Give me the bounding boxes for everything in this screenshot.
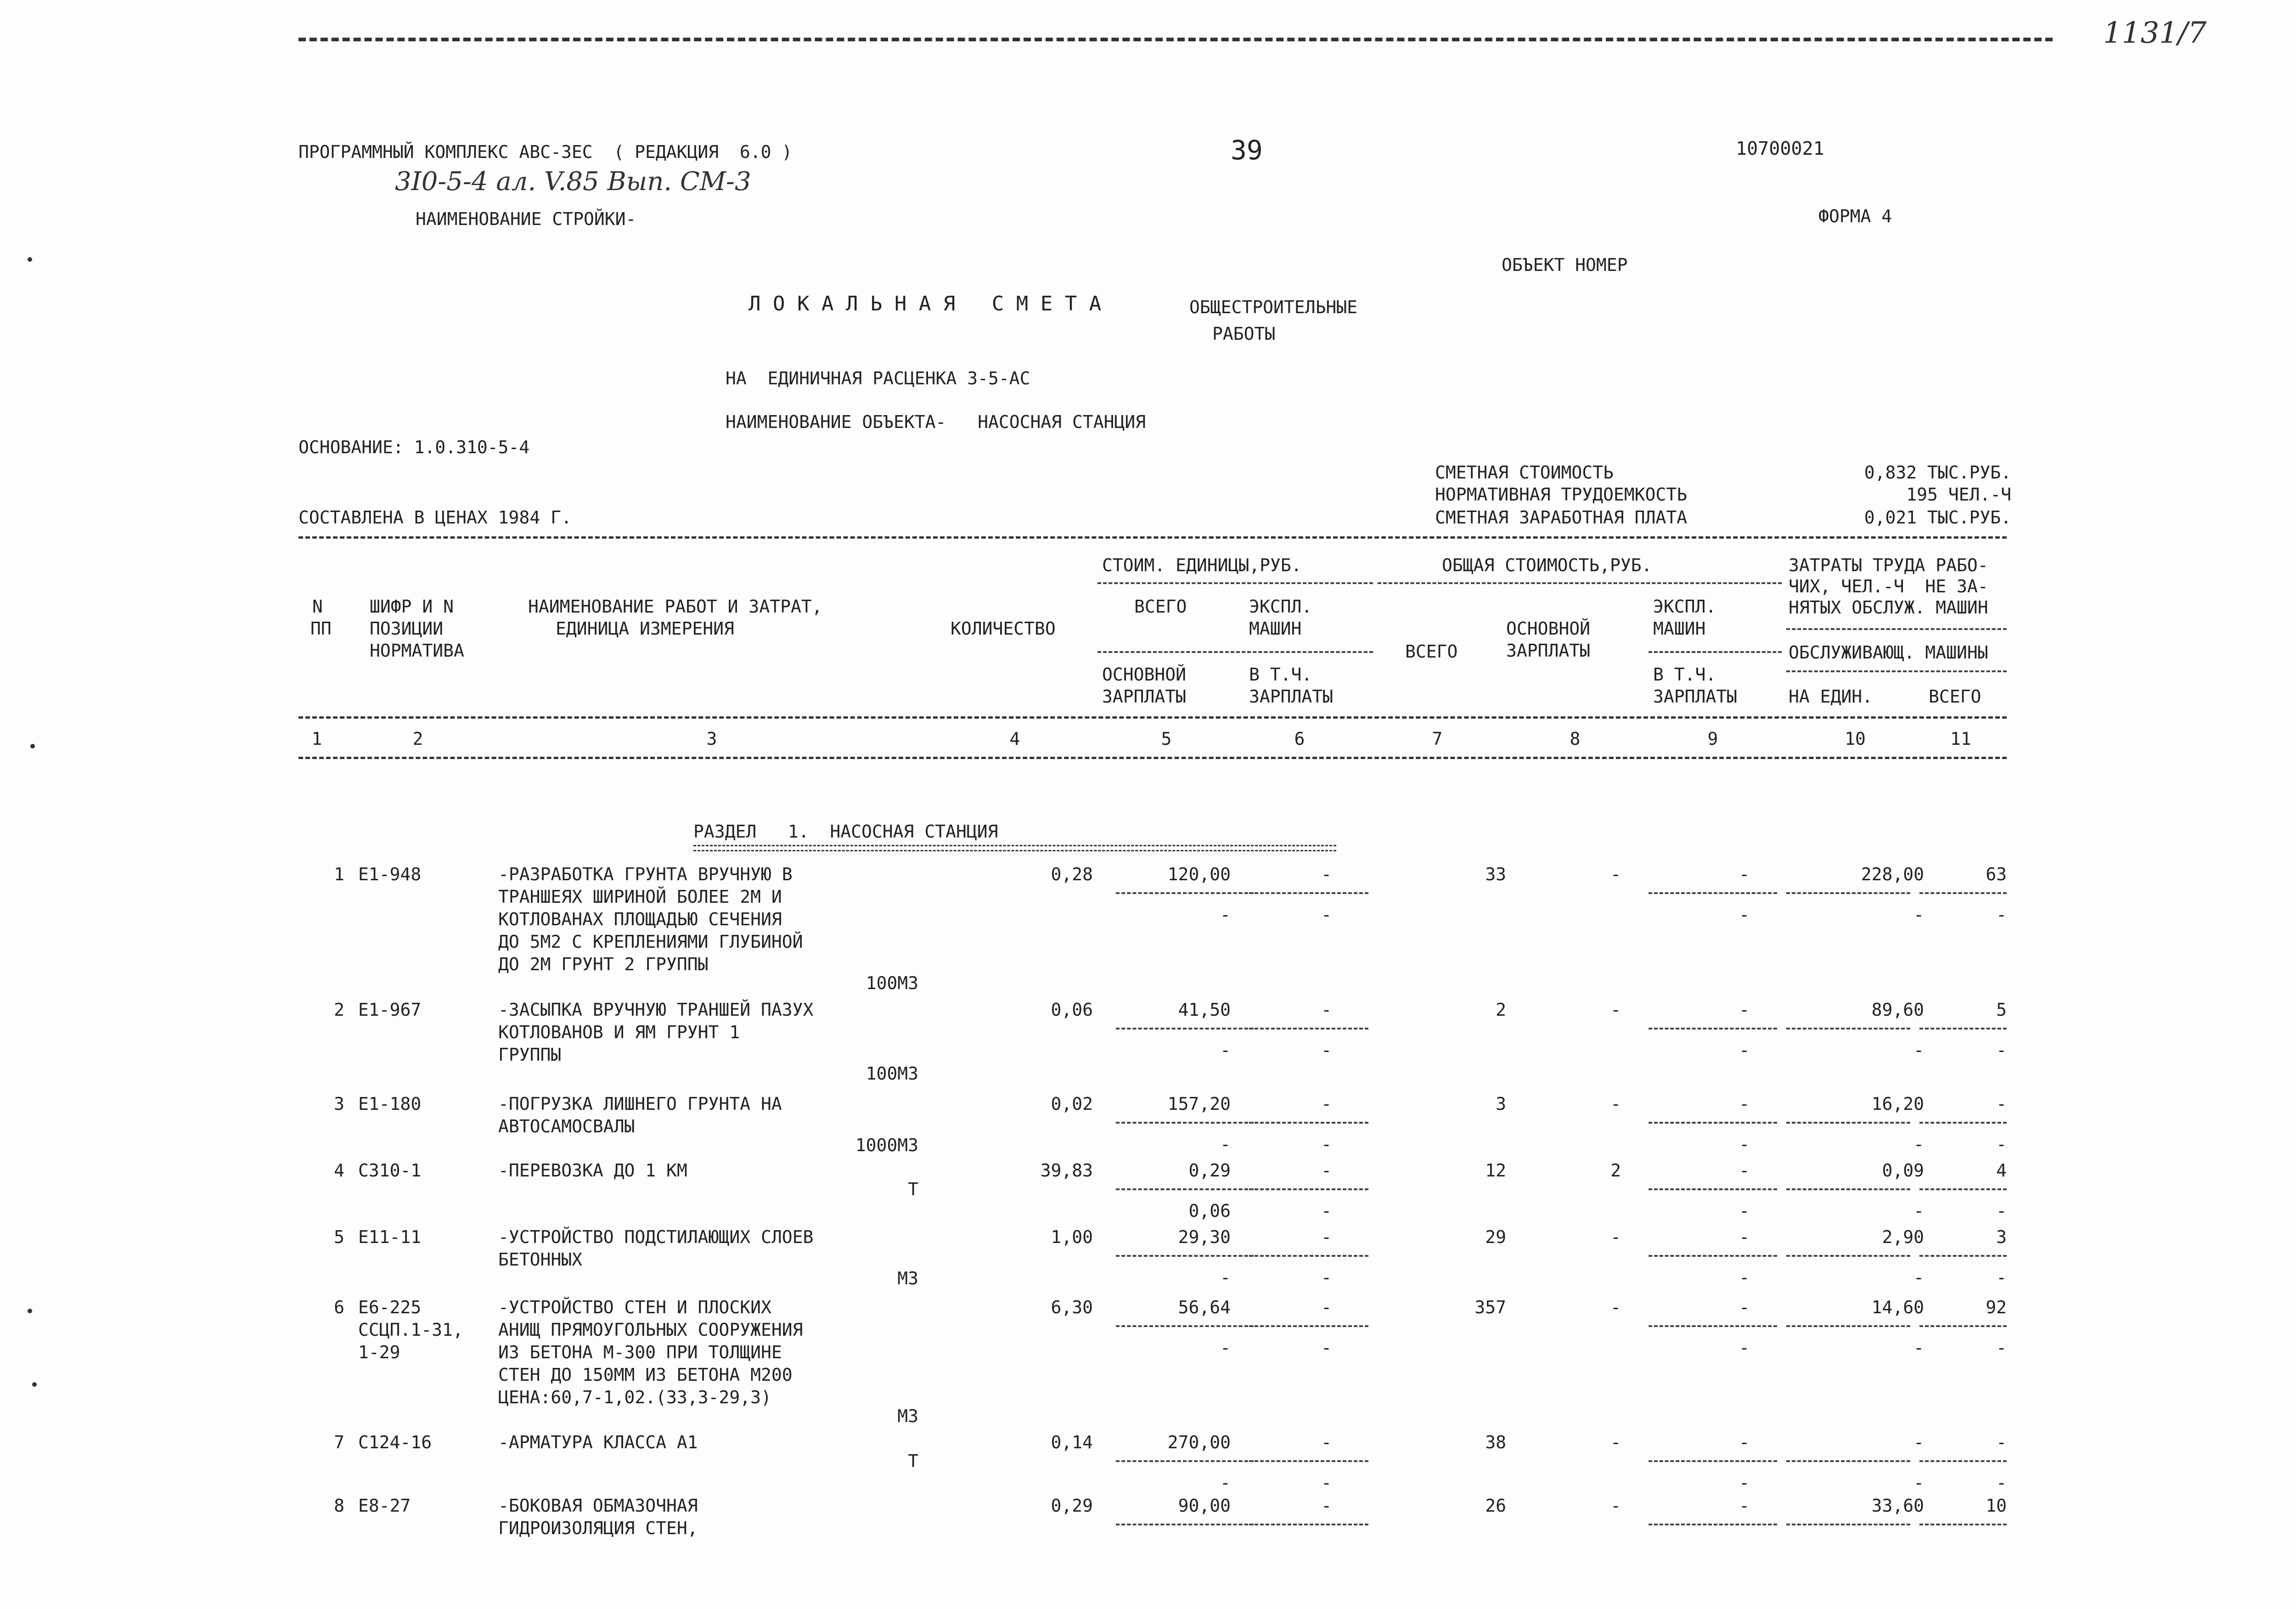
row-unit-cost-machines: - [1321,1160,1332,1181]
header-c9-3: В Т.Ч. [1653,664,1716,685]
row-sub-rule [1116,892,1254,894]
row-sub-rule [1249,1255,1368,1257]
row-work-name: СТЕН ДО 150ММ ИЗ БЕТОНА М200 [498,1365,793,1385]
header-unit-cost: СТОИМ. ЕДИНИЦЫ,РУБ. [1102,555,1302,575]
row-labor-total: 4 [1996,1160,2007,1181]
header-total-cost: ОБЩАЯ СТОИМОСТЬ,РУБ. [1442,555,1652,575]
header-work-name: НАИМЕНОВАНИЕ РАБОТ И ЗАТРАТ, [528,596,822,617]
top-dashed-border [298,38,2053,41]
colnum-8: 8 [1570,729,1581,749]
row-sub-rule [1249,1325,1368,1327]
row-unit-cost-machines: - [1321,1297,1332,1317]
row-sub-rule [1116,1460,1254,1462]
basis: ОСНОВАНИЕ: 1.0.310-5-4 [298,437,530,457]
row-sub-rule [1786,1460,1910,1462]
row-unit: Т [908,1179,918,1199]
row-labor-per-unit: 228,00 [1861,864,1924,884]
row-sub-rule [1786,1188,1910,1190]
row-total-cost: 3 [1496,1094,1506,1114]
row-sub-rule [1249,1460,1368,1462]
row-unit: 1000М3 [855,1135,918,1155]
row-sub-rule [1649,1524,1777,1525]
row-unit-cost-machines: - [1321,864,1332,884]
row-total-base-salary: - [1610,1227,1621,1247]
row-sub-rule [1786,1255,1910,1257]
row-unit: М3 [897,1268,918,1288]
row-labor-per-unit: 0,09 [1882,1160,1924,1181]
row-quantity: 39,83 [1040,1160,1093,1181]
row-sub-rule [1786,1325,1910,1327]
colnum-10: 10 [1845,729,1866,749]
page-number: 39 [1231,135,1263,166]
header-c6-mach: ЭКСПЛ. [1249,596,1312,617]
header-c5-base: ОСНОВНОЙ [1102,664,1187,685]
row-quantity: 0,28 [1051,864,1093,884]
work-type-2: РАБОТЫ [1212,324,1276,344]
row-work-name: ТРАНШЕЯХ ШИРИНОЙ БОЛЕЕ 2М И [498,887,782,907]
row-sub-rule [1116,1028,1254,1030]
row-unit-cost-machine-salary: - [1321,1040,1332,1060]
row-quantity: 0,29 [1051,1496,1093,1516]
colnum-11: 11 [1950,729,1971,749]
row-total-cost: 33 [1485,864,1506,884]
row-work-name: ДО 5М2 С КРЕПЛЕНИЯМИ ГЛУБИНОЙ [498,932,803,952]
section-underline [693,845,1336,851]
header-c5-total: ВСЕГО [1134,596,1187,617]
row-code: Е1-180 [358,1094,422,1114]
header-code: ШИФР И N [370,596,454,617]
row-labor-machine-unit: - [1913,1201,1924,1221]
row-total-base-salary: 2 [1610,1160,1621,1181]
row-labor-machine-total: - [1996,1040,2007,1060]
program-line: ПРОГРАММНЫЙ КОМПЛЕКС АВС-3ЕС ( РЕДАКЦИЯ 6.0 ) [298,142,793,162]
row-quantity: 6,30 [1051,1297,1093,1317]
row-unit-cost-base-salary: - [1220,1267,1231,1288]
row-work-name: ДО 2М ГРУНТ 2 ГРУППЫ [498,954,709,974]
summary-value-2: 195 ЧЕЛ.-Ч [1906,484,2011,505]
row-labor-total: 10 [1986,1496,2007,1516]
row-unit-cost-machine-salary: - [1321,1473,1332,1493]
row-labor-total: 63 [1986,864,2007,884]
header-labor-rule-2 [1786,670,2007,672]
document-code: 10700021 [1736,138,1824,159]
row-labor-machine-total: - [1996,905,2007,925]
header-c9-4: ЗАРПЛАТЫ [1653,686,1738,707]
row-labor-machine-total: - [1996,1267,2007,1288]
header-quantity: КОЛИЧЕСТВО [951,619,1056,639]
header-labor: ЗАТРАТЫ ТРУДА РАБО- [1789,555,1988,575]
row-sub-rule [1116,1524,1254,1525]
row-unit-cost-machine-salary: - [1321,905,1332,925]
header-c7: ВСЕГО [1405,641,1458,662]
header-code-2: ПОЗИЦИИ [370,619,444,639]
row-unit-cost-base-salary: - [1220,905,1231,925]
row-total-cost: 29 [1485,1227,1506,1247]
row-total-base-salary: - [1610,1000,1621,1020]
row-sub-rule [1786,1524,1910,1525]
row-total-machine-salary: - [1739,1473,1750,1493]
row-sub-rule [1116,1122,1254,1124]
row-work-name: БЕТОННЫХ [498,1249,583,1270]
row-number: 3 [334,1094,344,1114]
row-unit-cost-total: 270,00 [1167,1432,1231,1452]
row-unit-cost-machine-salary: - [1321,1134,1332,1154]
row-unit-cost-machines: - [1321,1496,1332,1516]
row-sub-rule [1919,1325,2007,1327]
row-code: С310-1 [358,1160,422,1181]
row-unit-cost-total: 41,50 [1178,1000,1231,1020]
row-total-machines: - [1739,1496,1750,1516]
row-number: 5 [334,1227,344,1247]
corner-note: 1131/7 [2103,16,2207,50]
row-labor-machine-total: - [1996,1134,2007,1154]
summary-value-1: 0,832 ТЫС.РУБ. [1864,462,2011,483]
row-work-name: АВТОСАМОСВАЛЫ [498,1116,635,1136]
row-unit-cost-machines: - [1321,1000,1332,1020]
basis-rate-line: НА ЕДИНИЧНАЯ РАСЦЕНКА 3-5-АС [726,368,1030,388]
colnum-9: 9 [1707,729,1718,749]
row-total-base-salary: - [1610,1496,1621,1516]
row-code: Е11-11 [358,1227,422,1247]
row-labor-machine-unit: - [1913,1473,1924,1493]
row-unit: 100М3 [866,1063,918,1084]
header-labor-4: ОБСЛУЖИВАЮЩ. МАШИНЫ [1789,642,1988,663]
row-unit-cost-total: 0,29 [1188,1160,1231,1181]
row-sub-rule [1919,1460,2007,1462]
summary-label-2: НОРМАТИВНАЯ ТРУДОЕМКОСТЬ [1435,484,1688,505]
row-number: 7 [334,1432,344,1452]
row-total-machine-salary: - [1739,905,1750,925]
row-work-name: -УСТРОЙСТВО СТЕН И ПЛОСКИХ [498,1297,771,1317]
row-number: 4 [334,1160,344,1181]
header-labor-rule [1786,628,2007,630]
header-unit-cost-rule [1097,582,1373,584]
row-code: Е8-27 [358,1496,411,1516]
row-work-name: -ЗАСЫПКА ВРУЧНУЮ ТРАНШЕЙ ПАЗУХ [498,1000,814,1020]
row-total-machines: - [1739,1094,1750,1114]
header-labor-3: НЯТЫХ ОБСЛУЖ. МАШИН [1789,597,1988,618]
header-code-3: НОРМАТИВА [370,641,464,661]
header-c6-mach-2: МАШИН [1249,619,1302,639]
row-number: 6 [334,1297,344,1317]
row-work-name: ЦЕНА:60,7-1,02.(33,3-29,3) [498,1387,771,1407]
header-c5-salary: ЗАРПЛАТЫ [1102,686,1187,707]
row-labor-machine-unit: - [1913,1338,1924,1358]
row-code: ССЦП.1-31, [358,1320,463,1340]
header-c11: ВСЕГО [1929,686,1981,707]
row-unit-cost-base-salary: 0,06 [1188,1201,1231,1221]
header-labor-2: ЧИХ, ЧЕЛ.-Ч НЕ ЗА- [1789,576,1988,596]
row-total-cost: 26 [1485,1496,1506,1516]
row-total-machines: - [1739,1297,1750,1317]
colnum-6: 6 [1294,729,1305,749]
row-unit-cost-base-salary: - [1220,1473,1231,1493]
row-work-name: КОТЛОВАНОВ И ЯМ ГРУНТ 1 [498,1022,740,1042]
scan-speck [30,744,35,748]
colnum-3: 3 [706,729,717,749]
row-unit: Т [908,1451,918,1471]
row-total-base-salary: - [1610,864,1621,884]
row-work-name: КОТЛОВАНАХ ПЛОЩАДЬЮ СЕЧЕНИЯ [498,909,782,929]
row-total-machine-salary: - [1739,1267,1750,1288]
header-pp-n: N [312,596,323,617]
row-total-machines: - [1739,1227,1750,1247]
row-total-machines: - [1739,864,1750,884]
row-labor-total: - [1996,1094,2007,1114]
colnum-bottom-rule [298,757,2007,759]
row-total-machine-salary: - [1739,1338,1750,1358]
row-total-machines: - [1739,1432,1750,1452]
header-c10: НА ЕДИН. [1789,686,1873,707]
row-total-machine-salary: - [1739,1040,1750,1060]
row-labor-per-unit: 89,60 [1871,1000,1924,1020]
header-c9-2: МАШИН [1653,619,1706,639]
row-unit-cost-machines: - [1321,1227,1332,1247]
row-code: Е1-948 [358,864,422,884]
row-total-machines: - [1739,1160,1750,1181]
row-labor-per-unit: 33,60 [1871,1496,1924,1516]
row-code: 1-29 [358,1342,400,1362]
row-total-cost: 38 [1485,1432,1506,1452]
row-labor-machine-unit: - [1913,1267,1924,1288]
row-number: 8 [334,1496,344,1516]
row-unit-cost-total: 56,64 [1178,1297,1231,1317]
work-type: ОБЩЕСТРОИТЕЛЬНЫЕ [1189,297,1358,317]
row-sub-rule [1249,1188,1368,1190]
summary-label-3: СМЕТНАЯ ЗАРАБОТНАЯ ПЛАТА [1435,507,1688,528]
row-code: С124-16 [358,1432,432,1452]
header-c5-rule [1097,651,1373,653]
row-sub-rule [1249,1122,1368,1124]
row-total-machine-salary: - [1739,1134,1750,1154]
row-work-name: -ПОГРУЗКА ЛИШНЕГО ГРУНТА НА [498,1094,782,1114]
row-sub-rule [1919,1028,2007,1030]
row-sub-rule [1919,892,2007,894]
row-labor-per-unit: 2,90 [1882,1227,1924,1247]
row-unit-cost-base-salary: - [1220,1040,1231,1060]
prices-basis: СОСТАВЛЕНА В ЦЕНАХ 1984 Г. [298,507,572,528]
row-labor-total: 92 [1986,1297,2007,1317]
colnum-7: 7 [1432,729,1443,749]
header-top-rule [298,536,2007,539]
scan-speck [28,1309,32,1313]
row-unit: 100М3 [866,973,918,993]
scan-speck [32,1382,37,1387]
row-sub-rule [1649,1460,1777,1462]
row-total-base-salary: - [1610,1297,1621,1317]
row-unit-cost-machine-salary: - [1321,1338,1332,1358]
row-number: 2 [334,1000,344,1020]
row-unit-cost-machines: - [1321,1432,1332,1452]
row-number: 1 [334,864,344,884]
form-label: ФОРМА 4 [1818,206,1892,226]
row-total-base-salary: - [1610,1094,1621,1114]
header-c6-incl: В Т.Ч. [1249,664,1312,685]
handwritten-reference: 3I0-5-4 ал. V.85 Вып. СМ-3 [395,167,751,197]
row-labor-total: - [1996,1432,2007,1452]
row-labor-total: 3 [1996,1227,2007,1247]
row-labor-machine-unit: - [1913,1040,1924,1060]
row-sub-rule [1116,1325,1254,1327]
document-title: Л О К А Л Ь Н А Я С М Е Т А [748,292,1102,315]
row-work-name: ИЗ БЕТОНА М-300 ПРИ ТОЛЩИНЕ [498,1342,782,1362]
row-labor-machine-unit: - [1913,1134,1924,1154]
row-sub-rule [1116,1255,1254,1257]
row-work-name: ГИДРОИЗОЛЯЦИЯ СТЕН, [498,1518,698,1538]
row-unit-cost-total: 29,30 [1178,1227,1231,1247]
row-sub-rule [1786,1122,1910,1124]
row-unit-cost-total: 120,00 [1167,864,1231,884]
row-unit-cost-machines: - [1321,1094,1332,1114]
row-work-name: -ПЕРЕВОЗКА ДО 1 КМ [498,1160,687,1181]
header-c9: ЭКСПЛ. [1653,596,1716,617]
row-sub-rule [1116,1188,1254,1190]
row-total-cost: 12 [1485,1160,1506,1181]
row-total-cost: 357 [1474,1297,1506,1317]
row-sub-rule [1249,1524,1368,1525]
row-code: Е6-225 [358,1297,422,1317]
row-sub-rule [1649,1325,1777,1327]
building-label: НАИМЕНОВАНИЕ СТРОЙКИ- [416,209,636,229]
header-c9-rule [1649,651,1782,653]
header-total-cost-rule [1378,582,1782,584]
header-c6-salary: ЗАРПЛАТЫ [1249,686,1334,707]
row-unit-cost-total: 90,00 [1178,1496,1231,1516]
row-sub-rule [1919,1122,2007,1124]
row-unit-cost-total: 157,20 [1167,1094,1231,1114]
row-quantity: 0,02 [1051,1094,1093,1114]
header-unit: ЕДИНИЦА ИЗМЕРЕНИЯ [556,619,734,639]
row-sub-rule [1786,892,1910,894]
row-labor-machine-total: - [1996,1338,2007,1358]
row-work-name: -БОКОВАЯ ОБМАЗОЧНАЯ [498,1496,698,1516]
row-work-name: АНИЩ ПРЯМОУГОЛЬНЫХ СООРУЖЕНИЯ [498,1320,803,1340]
row-labor-per-unit: - [1913,1432,1924,1452]
summary-value-3: 0,021 ТЫС.РУБ. [1864,507,2011,528]
row-sub-rule [1649,1028,1777,1030]
row-labor-total: 5 [1996,1000,2007,1020]
header-bottom-rule [298,716,2007,719]
row-unit-cost-machine-salary: - [1321,1201,1332,1221]
row-sub-rule [1249,1028,1368,1030]
row-sub-rule [1919,1524,2007,1525]
row-sub-rule [1919,1255,2007,1257]
colnum-5: 5 [1161,729,1172,749]
row-unit-cost-machine-salary: - [1321,1267,1332,1288]
row-work-name: -РАЗРАБОТКА ГРУНТА ВРУЧНУЮ В [498,864,793,884]
row-work-name: -УСТРОЙСТВО ПОДСТИЛАЮЩИХ СЛОЕВ [498,1227,814,1247]
row-sub-rule [1649,1255,1777,1257]
object-label: ОБЪЕКТ НОМЕР [1502,255,1628,275]
row-work-name: ГРУППЫ [498,1045,562,1065]
row-sub-rule [1919,1188,2007,1190]
row-labor-machine-total: - [1996,1201,2007,1221]
colnum-2: 2 [412,729,423,749]
row-sub-rule [1786,1028,1910,1030]
object-name: НАИМЕНОВАНИЕ ОБЪЕКТА- НАСОСНАЯ СТАНЦИЯ [726,412,1146,432]
row-sub-rule [1649,1188,1777,1190]
row-labor-per-unit: 16,20 [1871,1094,1924,1114]
row-total-base-salary: - [1610,1432,1621,1452]
row-quantity: 0,14 [1051,1432,1093,1452]
header-pp: ПП [310,619,332,639]
header-c8: ОСНОВНОЙ [1506,619,1591,639]
row-labor-per-unit: 14,60 [1871,1297,1924,1317]
row-sub-rule [1649,892,1777,894]
row-unit-cost-base-salary: - [1220,1134,1231,1154]
row-sub-rule [1649,1122,1777,1124]
row-code: Е1-967 [358,1000,422,1020]
section-title: РАЗДЕЛ 1. НАСОСНАЯ СТАНЦИЯ [693,821,998,842]
row-total-machine-salary: - [1739,1201,1750,1221]
row-sub-rule [1249,892,1368,894]
row-quantity: 1,00 [1051,1227,1093,1247]
header-c8-2: ЗАРПЛАТЫ [1506,641,1591,661]
row-unit: М3 [897,1406,918,1426]
row-labor-machine-unit: - [1913,905,1924,925]
colnum-1: 1 [311,729,322,749]
row-labor-machine-total: - [1996,1473,2007,1493]
summary-label-1: СМЕТНАЯ СТОИМОСТЬ [1435,462,1614,483]
scan-speck [28,257,32,262]
row-unit-cost-base-salary: - [1220,1338,1231,1358]
row-total-machines: - [1739,1000,1750,1020]
row-work-name: -АРМАТУРА КЛАССА А1 [498,1432,698,1452]
row-quantity: 0,06 [1051,1000,1093,1020]
colnum-4: 4 [1009,729,1020,749]
row-total-cost: 2 [1496,1000,1506,1020]
